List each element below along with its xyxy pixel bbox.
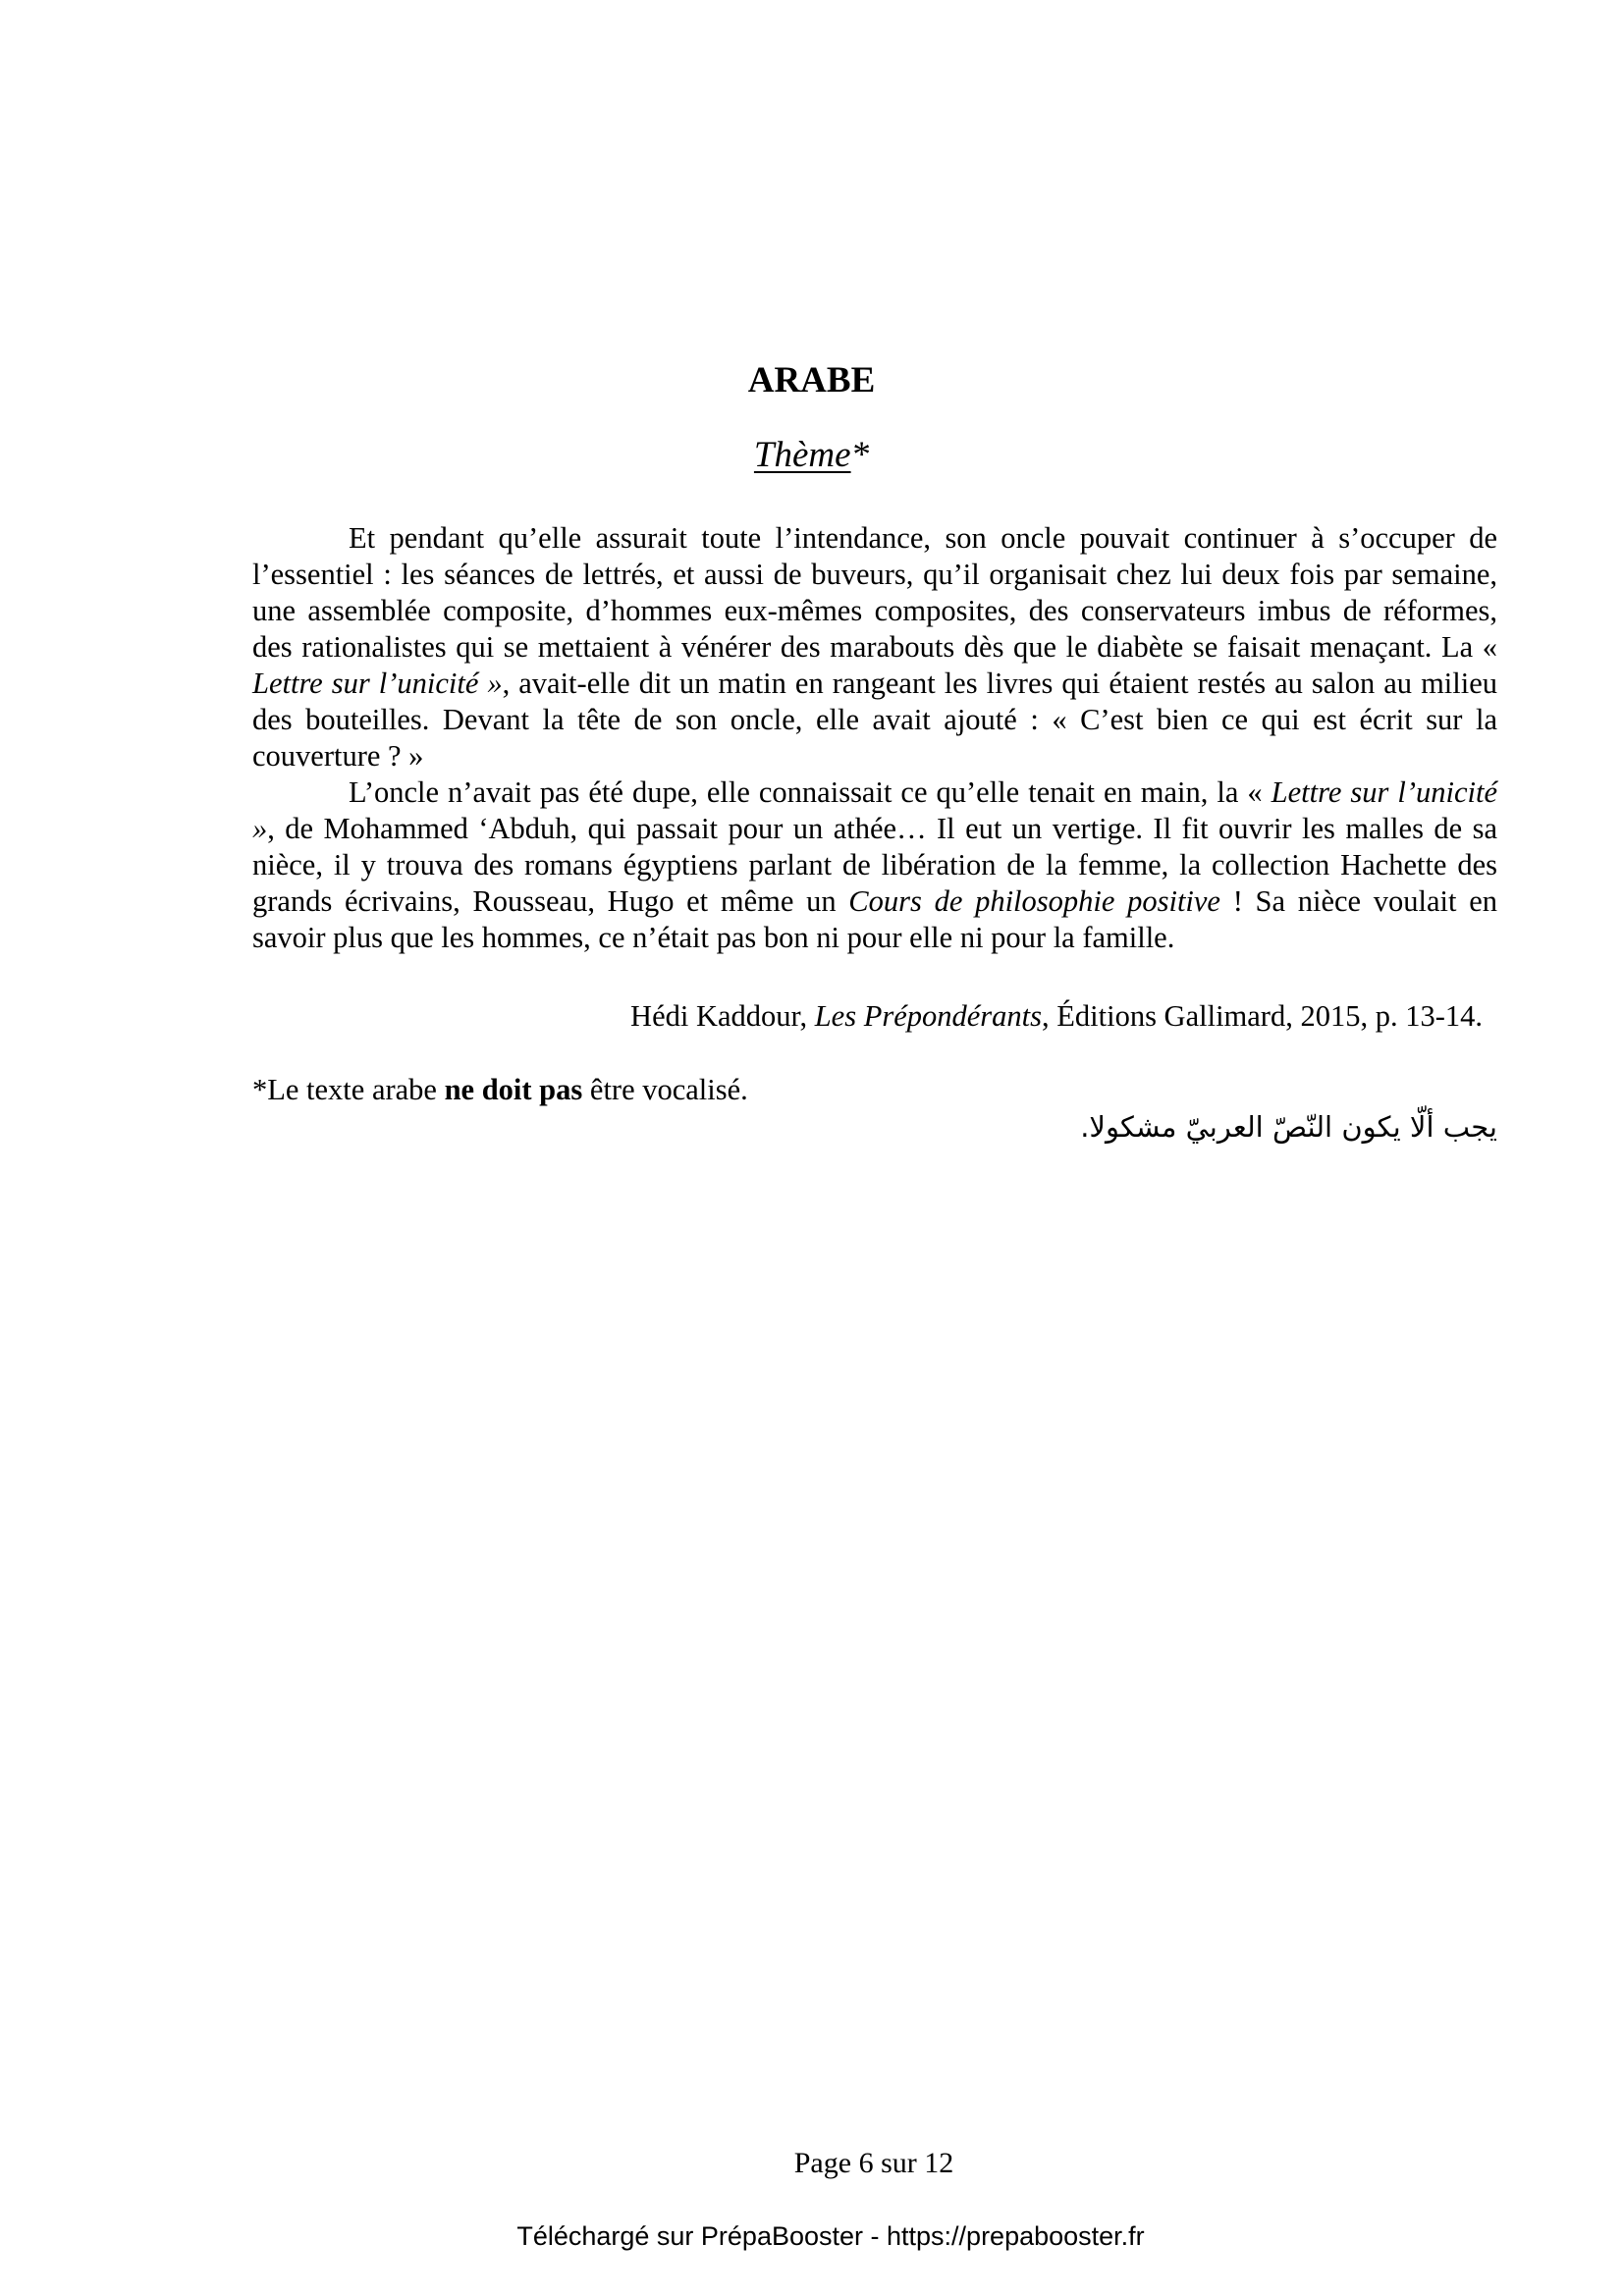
footnote-prefix: *Le texte arabe (252, 1073, 445, 1106)
paragraph-2-text-c: ! Sa nièce voulait en savoir plus que les hommes, ce n’était pas bon ni pour elle ni pour la famille. (252, 884, 1497, 954)
footnote-french (252, 1072, 748, 1108)
paragraph-2-text-b: , de Mohammed ‘Abduh, qui passait pour un athée… Il eut un vertige. Il fit ouvrir les malles de sa nièce, il y trouva des romans égyptiens parlant de libération de la femme, la collection Hachette des grands écrivains, Rousseau, Hugo et même un (252, 812, 1497, 918)
exercise-subtitle (0, 434, 1623, 477)
attribution-author: Hédi Kaddour, (630, 999, 815, 1033)
footnote-arabic: يجب ألّا يكون النّصّ العربيّ مشكولا. (1080, 1110, 1497, 1144)
subtitle-asterisk: * (850, 435, 870, 475)
download-footer: Téléchargé sur PrépaBooster - https://prepabooster.fr (516, 2221, 1145, 2251)
attribution-details: , Éditions Gallimard, 2015, p. 13-14. (1042, 999, 1483, 1033)
page-number: Page 6 sur 12 (793, 2147, 954, 2179)
paragraph-1-text-b: , avait-elle dit un matin en rangeant les livres qui étaient restés au salon au milieu des bouteilles. Devant la tête de son oncle, elle avait ajouté : « C’est bien ce qui est écrit sur la couverture ? » (252, 667, 1498, 773)
paragraph-2-text-a: L’oncle n’avait pas été dupe, elle connaissait ce qu’elle tenait en main, la « (349, 775, 1271, 809)
subtitle-text: Thème (753, 435, 851, 475)
paragraph-2-italic-title: Lettre sur l’unicité » (252, 775, 1497, 845)
paragraph-1-text-a: Et pendant qu’elle assurait toute l’intendance, son oncle pouvait continuer à s’occuper de l’essentiel : les séances de lettrés, et aussi de buveurs, qu’il organisait chez lui deux fois par semaine, une assemblée composite, d’hommes eux-mêmes composites, des conservateurs imbus de réformes, des rationalistes qui se mettaient à vénérer des marabouts dès que le diabète se faisait menaçant. La « (252, 521, 1497, 664)
passage-text (252, 520, 1497, 956)
paragraph-1-italic-title: Lettre sur l’unicité » (252, 667, 503, 700)
source-attribution (252, 998, 1483, 1035)
footnote-suffix: être vocalisé. (582, 1073, 748, 1106)
paragraph-2-italic-book: Cours de philosophie positive (848, 884, 1220, 918)
paragraph-2 (252, 774, 1497, 956)
attribution-book-title: Les Prépondérants (814, 999, 1043, 1033)
paragraph-1 (252, 520, 1497, 774)
section-title: ARABE (747, 360, 876, 400)
footnote-emphasis: ne doit pas (444, 1073, 583, 1106)
